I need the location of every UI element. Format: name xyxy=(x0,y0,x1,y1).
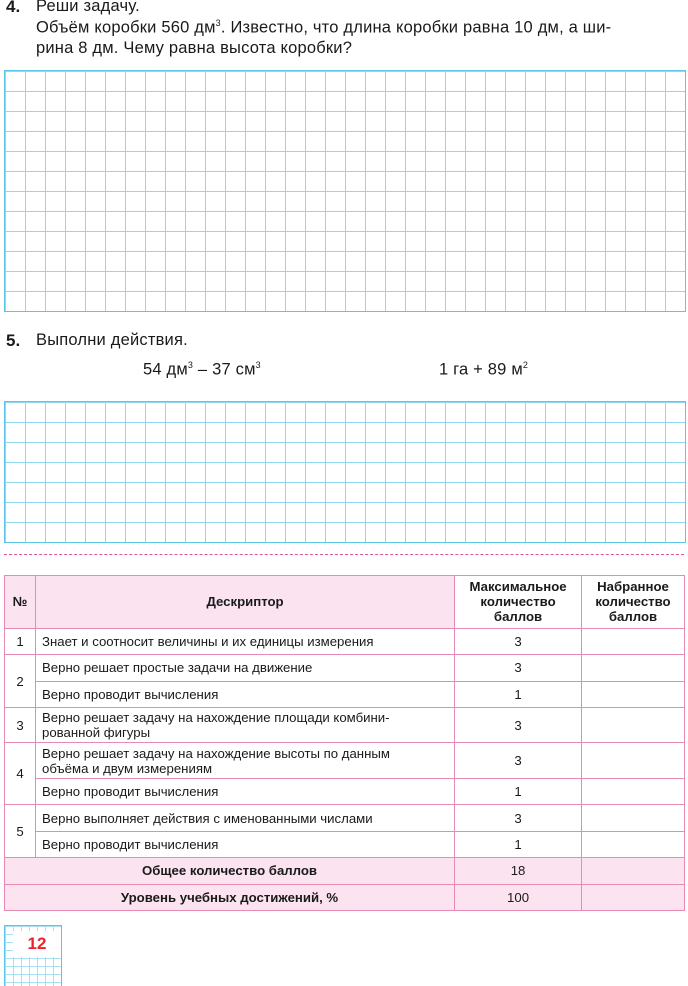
table-row xyxy=(5,707,685,743)
row-earned-cell[interactable] xyxy=(582,655,685,681)
assessment-table xyxy=(4,575,685,911)
answer-grid-task-5[interactable] xyxy=(4,401,686,543)
task-4-line-2: рина 8 дм. Чему равна высота коробки? xyxy=(36,39,353,57)
level-label: Уровень учебных достижений, % xyxy=(5,884,455,910)
row-descriptor xyxy=(35,707,454,743)
cut-line xyxy=(4,554,684,555)
task-5-title: Выполни действия. xyxy=(36,331,188,349)
expr-1-sup-1: 3 xyxy=(187,360,194,370)
task-5 xyxy=(6,331,20,351)
row-number: 4 xyxy=(5,743,36,805)
row-max: 3 xyxy=(455,655,582,681)
row-number: 2 xyxy=(5,655,36,708)
total-value: 18 xyxy=(455,858,582,884)
row-max: 1 xyxy=(455,681,582,707)
total-row xyxy=(5,858,685,884)
task-4-number: 4. xyxy=(6,0,21,16)
row-earned-cell[interactable] xyxy=(582,778,685,804)
header-descriptor: Дескриптор xyxy=(35,576,454,629)
row-max: 1 xyxy=(455,831,582,857)
row-max: 3 xyxy=(455,707,582,743)
row-descriptor: Знает и соотносит величины и их единицы измерения xyxy=(35,628,454,654)
row-descriptor-line-2: рованной фигуры xyxy=(41,725,151,741)
expr-1-part-b: – 37 см xyxy=(193,360,256,379)
row-descriptor-line-2: объёма и двум измерениям xyxy=(41,760,213,776)
level-earned-cell[interactable] xyxy=(582,884,685,910)
table-header-row xyxy=(5,576,685,629)
expr-2-part-a: 1 га + 89 м xyxy=(439,360,523,379)
row-descriptor: Верно проводит вычисления xyxy=(35,831,454,857)
row-max: 3 xyxy=(455,628,582,654)
total-label: Общее количество баллов xyxy=(5,858,455,884)
expr-2-sup: 2 xyxy=(522,360,529,370)
table-row xyxy=(5,743,685,779)
task-5-expression-2 xyxy=(439,360,528,380)
row-earned-cell[interactable] xyxy=(582,805,685,831)
answer-grid-task-4[interactable] xyxy=(4,70,686,312)
page-number-box xyxy=(4,925,62,986)
total-earned-cell[interactable] xyxy=(582,858,685,884)
task-4-title: Реши задачу. xyxy=(36,0,140,15)
table-row xyxy=(5,628,685,654)
table-row xyxy=(5,831,685,857)
expr-1-sup-2: 3 xyxy=(255,360,261,370)
header-max-points: Максимальное количество баллов xyxy=(455,576,582,629)
task-4-line-1 xyxy=(36,18,686,38)
row-descriptor: Верно выполняет действия с именованными числами xyxy=(35,805,454,831)
expr-1-part-a: 54 дм xyxy=(143,360,188,379)
row-descriptor-line-1: Верно решает задачу на нахождение площади комбини- xyxy=(41,710,390,726)
level-value: 100 xyxy=(455,884,582,910)
task-4-sup: 3 xyxy=(215,18,221,28)
row-descriptor: Верно проводит вычисления xyxy=(35,778,454,804)
row-earned-cell[interactable] xyxy=(582,831,685,857)
task-5-number: 5. xyxy=(6,331,21,350)
table-row xyxy=(5,655,685,681)
row-number: 1 xyxy=(5,628,36,654)
row-earned-cell[interactable] xyxy=(582,743,685,779)
header-earned-points: Набранное количество баллов xyxy=(582,576,685,629)
header-number: № xyxy=(5,576,36,629)
table-row xyxy=(5,805,685,831)
page-number: 12 xyxy=(13,931,61,957)
level-row xyxy=(5,884,685,910)
task-4-text-b: . Известно, что длина коробки равна 10 дм, а ши- xyxy=(220,18,612,37)
row-max: 3 xyxy=(455,805,582,831)
row-descriptor xyxy=(35,743,454,779)
row-max: 3 xyxy=(455,743,582,779)
task-4 xyxy=(6,0,20,17)
row-descriptor: Верно проводит вычисления xyxy=(35,681,454,707)
task-4-text-a: Объём коробки 560 дм xyxy=(36,18,216,37)
row-earned-cell[interactable] xyxy=(582,628,685,654)
row-descriptor: Верно решает простые задачи на движение xyxy=(35,655,454,681)
row-earned-cell[interactable] xyxy=(582,707,685,743)
table-row xyxy=(5,778,685,804)
table-row xyxy=(5,681,685,707)
row-descriptor-line-1: Верно решает задачу на нахождение высоты по данным xyxy=(41,745,390,761)
row-number: 3 xyxy=(5,707,36,743)
row-number: 5 xyxy=(5,805,36,858)
row-max: 1 xyxy=(455,778,582,804)
task-5-expression-1 xyxy=(143,360,261,380)
row-earned-cell[interactable] xyxy=(582,681,685,707)
